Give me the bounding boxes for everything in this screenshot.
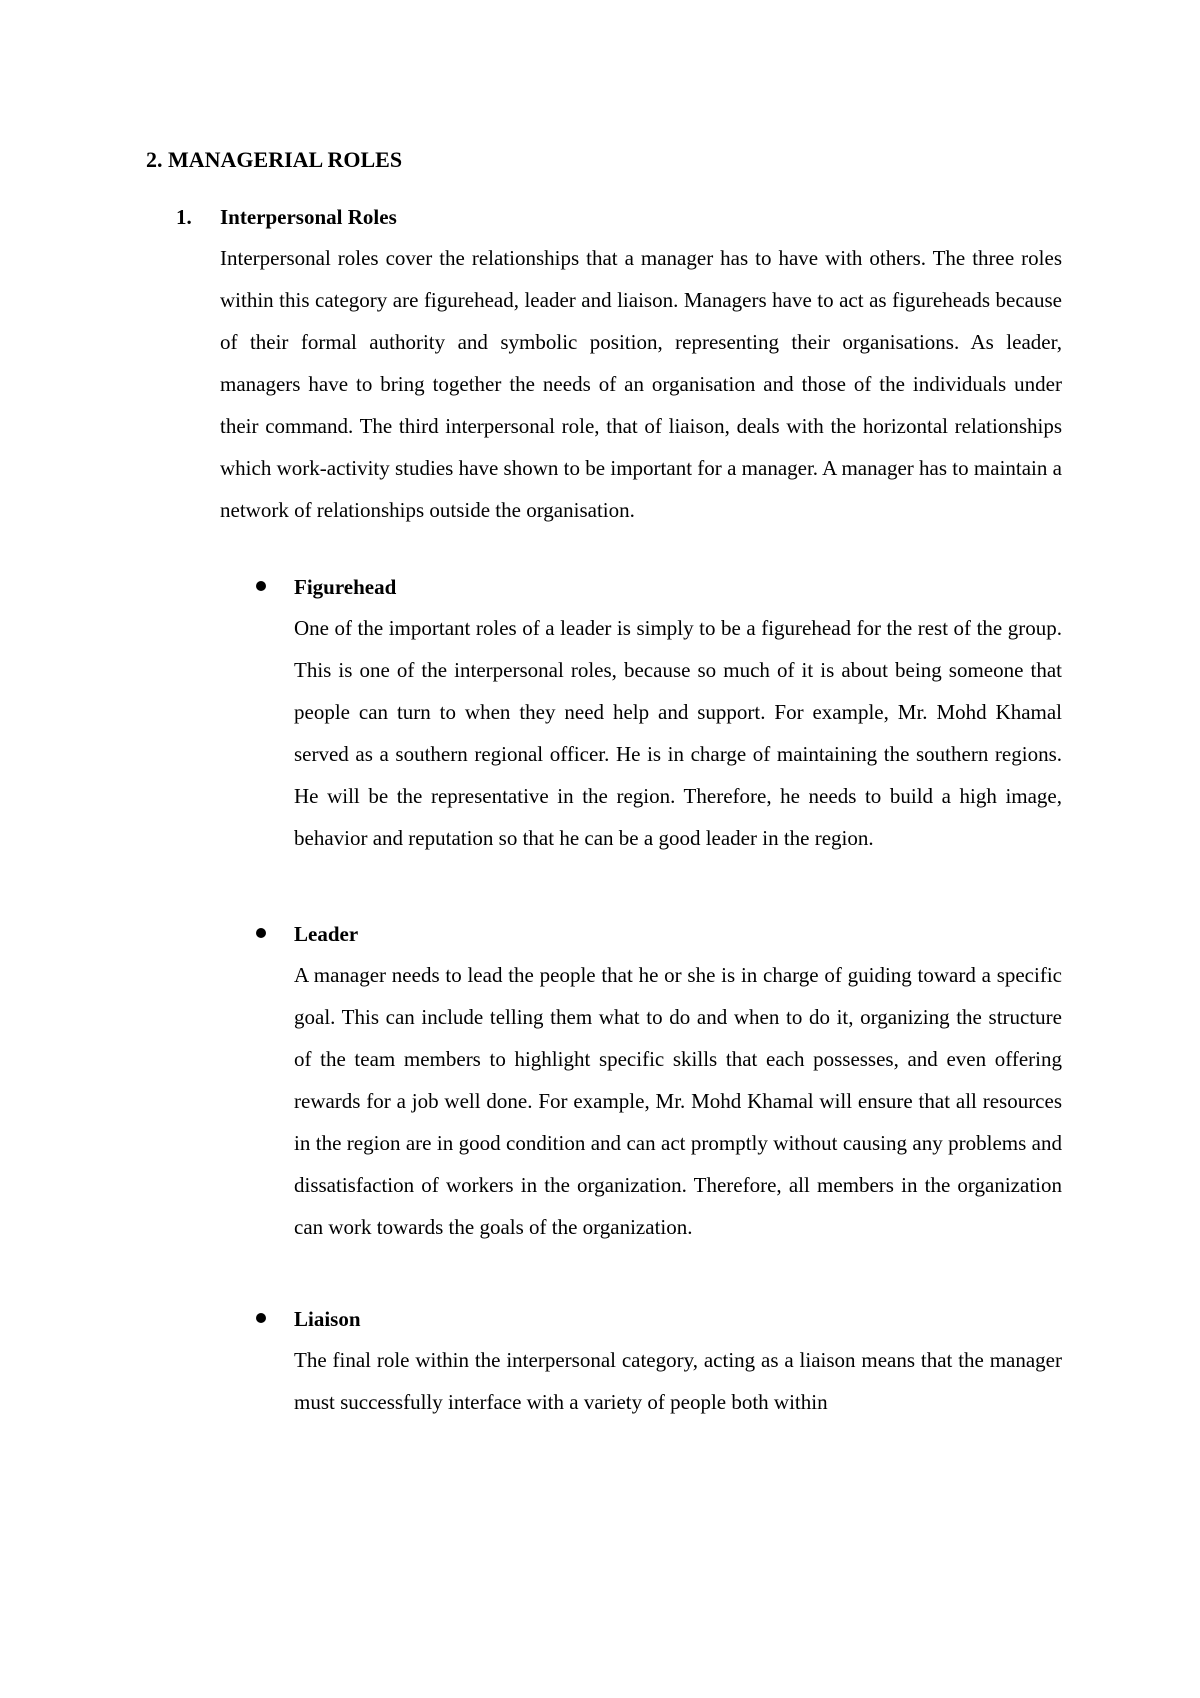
section-number: 1. bbox=[176, 205, 192, 229]
bullet-leader bbox=[256, 920, 1062, 1248]
bullet-liaison bbox=[256, 1305, 1062, 1423]
bullet-title-text: Liaison bbox=[294, 1307, 361, 1331]
interpersonal-roles-section bbox=[176, 203, 1062, 531]
bullet-title bbox=[256, 1305, 1062, 1333]
bullet-figurehead bbox=[256, 573, 1062, 859]
bullet-paragraph: A manager needs to lead the people that he or she is in charge of guiding toward a specific goal. This can include telling them what to do and when to do it, organizing the structure of the team members to highlight specific skills that each possesses, and even offering rewards for a job well done. For example, Mr. Mohd Khamal will ensure that all resources in the region are in good condition and can act promptly without causing any problems and dissatisfaction of workers in the organization. Therefore, all members in the organization can work towards the goals of the organization. bbox=[294, 963, 1062, 1239]
page-heading: 2. MANAGERIAL ROLES bbox=[146, 147, 403, 172]
bullet-title-text: Leader bbox=[294, 922, 359, 946]
bullet-dot-icon bbox=[256, 928, 266, 938]
section-title-text: Interpersonal Roles bbox=[220, 205, 397, 229]
section-body-paragraph: Interpersonal roles cover the relationships that a manager has to have with others. The three roles within this category are figurehead, leader and liaison. Managers have to act as figureheads because of their formal authority and symbolic position, representing their organisations. As leader, managers have to bring together the needs of an organisation and those of the individuals under their command. The third interpersonal role, that of liaison, deals with the horizontal relationships which work-activity studies have shown to be important for a manager. A manager has to maintain a network of relationships outside the organisation. bbox=[220, 246, 1062, 522]
bullet-title bbox=[256, 573, 1062, 601]
section-title bbox=[176, 203, 1062, 231]
bullet-title bbox=[256, 920, 1062, 948]
bullet-dot-icon bbox=[256, 1313, 266, 1323]
bullet-dot-icon bbox=[256, 581, 266, 591]
bullet-paragraph: One of the important roles of a leader is simply to be a figurehead for the rest of the group. This is one of the interpersonal roles, because so much of it is about being someone that people can turn to when they need help and support. For example, Mr. Mohd Khamal served as a southern regional officer. He is in charge of maintaining the southern regions. He will be the representative in the region. Therefore, he needs to build a high image, behavior and reputation so that he can be a good leader in the region. bbox=[294, 616, 1062, 850]
bullet-paragraph: The final role within the interpersonal category, acting as a liaison means that the manager must successfully interface with a variety of people both within bbox=[294, 1348, 1062, 1414]
bullet-title-text: Figurehead bbox=[294, 575, 397, 599]
